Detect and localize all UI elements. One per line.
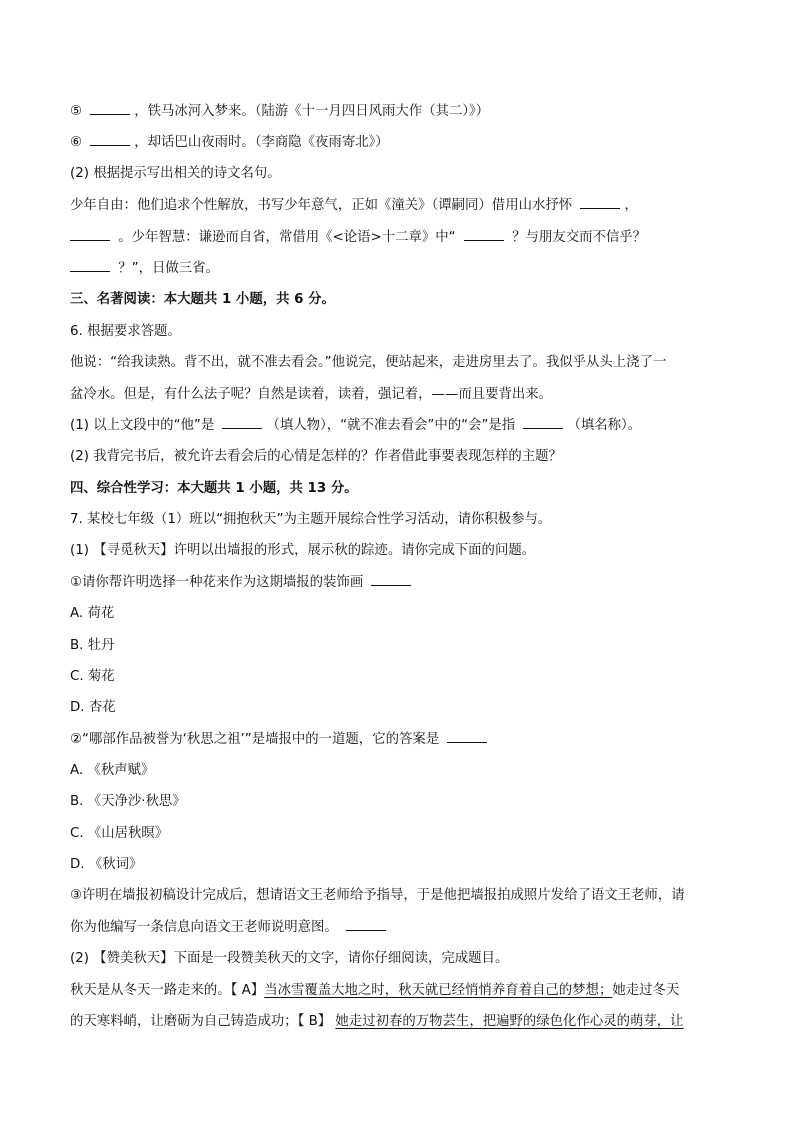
fill-blank-5: ⑤ ，铁马冰河入梦来。（陆游《十一月四日风雨大作（其二）》） [70,104,490,119]
answer-blank[interactable] [222,416,262,429]
answer-blank[interactable] [70,259,110,272]
answer-blank[interactable] [523,416,563,429]
option-d[interactable]: D. 杏花 [70,700,116,715]
option-b[interactable]: B. 《天净沙·秋思》 [70,794,186,809]
sub-question-1: ①请你帮许明选择一种花来作为这期墙报的装饰画 [70,573,734,593]
answer-blank[interactable] [70,228,110,241]
fill-blank-6: ⑥ ，却话巴山夜雨时。（李商隐《夜雨寄北》） [70,135,389,150]
option-a[interactable]: A. 《秋声赋》 [70,763,155,778]
answer-blank[interactable] [464,228,504,241]
option-a[interactable]: A. 荷花 [70,606,115,621]
autumn-passage-line: 秋天是从冬天一路走来的。【 A】当冰雪覆盖大地之时，秋天就已经悄悄养育着自己的梦想；她走过冬天 [70,983,680,998]
answer-blank[interactable] [90,133,130,146]
answer-blank[interactable] [580,196,620,209]
answer-blank[interactable] [346,918,386,931]
sub-question-3-cont: 你为他编写一条信息向语文王老师说明意图。 [70,918,734,938]
question-7-1: (1) 【寻觅秋天】许明以出墙报的形式，展示秋的踪迹。请你完成下面的问题。 [70,543,536,558]
answer-blank[interactable] [90,102,130,115]
answer-blank[interactable] [447,730,487,743]
question-2-prompt: (2) 根据提示写出相关的诗文名句。 [70,166,281,181]
youth-freedom-line: 少年自由：他们追求个性解放，书写少年意气，正如《潼关》（谭嗣同）借用山水抒怀 ， [70,198,638,213]
option-b[interactable]: B. 牡丹 [70,638,115,653]
sub-question-2: ②“哪部作品被誉为‘秋思之祖’”是墙报中的一道题，它的答案是 [70,730,734,750]
question-7-title: 7. 某校七年级（1）班以“拥抱秋天”为主题开展综合性学习活动，请你积极参与。 [70,512,552,527]
option-c[interactable]: C. 《山居秋暝》 [70,826,169,841]
option-d[interactable]: D. 《秋词》 [70,857,143,872]
question-7-2: (2) 【赞美秋天】下面是一段赞美秋天的文字，请你仔细阅读，完成题目。 [70,951,509,966]
question-6-2: (2) 我背完书后，被允许去看会后的心情是怎样的？作者借此事要表现怎样的主题？ [70,449,562,464]
passage-line: 他说：“给我读熟。背不出，就不准去看会。”他说完，便站起来，走进房里去了。我似乎从头上浇了一 [70,355,667,370]
question-6-title: 6. 根据要求答题。 [70,324,181,339]
sub-question-3: ③许明在墙报初稿设计完成后，想请语文王老师给予指导，于是他把墙报拍成照片发给了语文王老师，请 [70,888,685,903]
youth-wisdom-line: 。少年智慧：谦逊而自省，常借用《<论语>十二章》中“ ？与朋友交而不信乎？ [70,228,734,248]
answer-blank[interactable] [371,573,411,586]
passage-line: 盆冷水。但是，有什么法子呢？自然是读着，读着，强记着，——而且要背出来。 [70,387,553,402]
section-4-heading: 四、综合性学习：本大题共 1 小题，共 13 分。 [70,481,358,496]
option-c[interactable]: C. 菊花 [70,669,115,684]
autumn-passage-line: 的天寒料峭，让磨砺为自己铸造成功；【 B】 她走过初春的万物芸生，把遍野的绿色化作心灵的萌芽，让 [70,1014,684,1029]
youth-wisdom-line-2: ？”，日做三省。 [70,259,734,279]
section-3-heading: 三、名著阅读：本大题共 1 小题，共 6 分。 [70,292,335,307]
question-6-1: (1) 以上文段中的“他”是 （填人物），“就不准去看会”中的“会”是指 （填名称）。 [70,418,642,433]
